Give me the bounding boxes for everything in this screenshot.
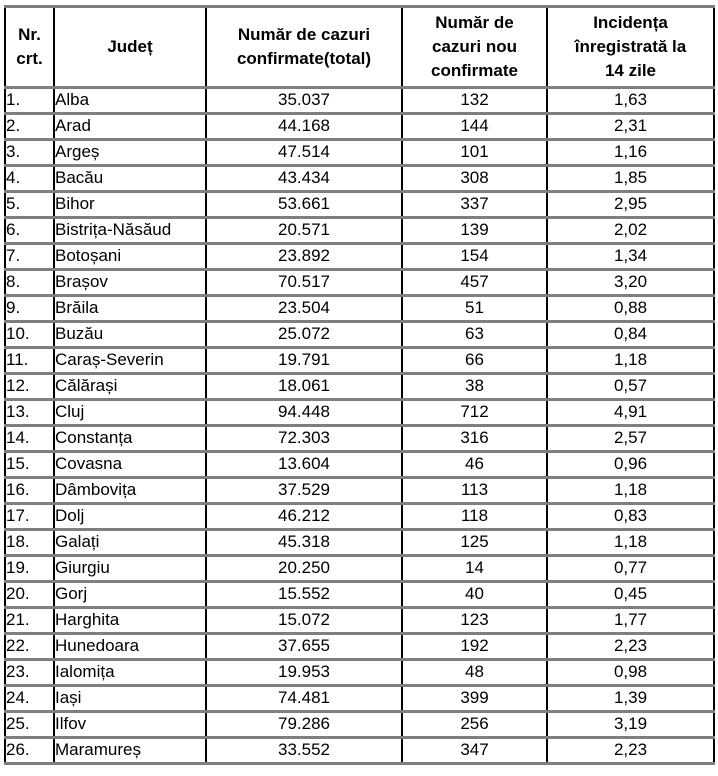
cell-nr-crt: 7.	[5, 244, 54, 270]
cell-nr-crt: 26.	[5, 738, 54, 764]
cell-new-cases: 457	[402, 270, 547, 296]
cell-incidence: 3,20	[547, 270, 714, 296]
cell-nr-crt: 1.	[5, 88, 54, 114]
cell-new-cases: 337	[402, 192, 547, 218]
header-line: cazuri nou	[431, 36, 517, 56]
cell-total-cases: 33.552	[206, 738, 402, 764]
table-row	[5, 218, 714, 244]
cell-incidence: 2,02	[547, 218, 714, 244]
cell-total-cases: 23.504	[206, 296, 402, 322]
column-header-judet	[54, 7, 206, 88]
table-body	[5, 88, 714, 764]
header-line: confirmate	[431, 61, 518, 81]
cell-incidence: 2,23	[547, 738, 714, 764]
cell-judet: Hunedoara	[54, 634, 206, 660]
cell-judet: Harghita	[54, 608, 206, 634]
cell-total-cases: 45.318	[206, 530, 402, 556]
cell-total-cases: 46.212	[206, 504, 402, 530]
cell-total-cases: 72.303	[206, 426, 402, 452]
cell-judet: Buzău	[54, 322, 206, 348]
cell-total-cases: 79.286	[206, 712, 402, 738]
cell-nr-crt: 16.	[5, 478, 54, 504]
cell-judet: Călărași	[54, 374, 206, 400]
cell-new-cases: 14	[402, 556, 547, 582]
table-row	[5, 712, 714, 738]
table-row	[5, 114, 714, 140]
cell-new-cases: 101	[402, 140, 547, 166]
cell-new-cases: 347	[402, 738, 547, 764]
cell-total-cases: 35.037	[206, 88, 402, 114]
header-line: Număr de cazuri	[237, 24, 371, 44]
cell-incidence: 2,57	[547, 426, 714, 452]
cell-judet: Brașov	[54, 270, 206, 296]
header-line: Număr de	[435, 12, 514, 32]
table-row	[5, 270, 714, 296]
table-row	[5, 556, 714, 582]
cell-total-cases: 18.061	[206, 374, 402, 400]
cell-incidence: 1,34	[547, 244, 714, 270]
cell-nr-crt: 17.	[5, 504, 54, 530]
cell-judet: Bacău	[54, 166, 206, 192]
table-row	[5, 452, 714, 478]
column-header-new-cases	[402, 7, 547, 88]
cell-new-cases: 66	[402, 348, 547, 374]
table-row	[5, 140, 714, 166]
header-line: Județ	[107, 36, 153, 56]
cell-incidence: 0,98	[547, 660, 714, 686]
cell-nr-crt: 15.	[5, 452, 54, 478]
cell-judet: Bihor	[54, 192, 206, 218]
cell-nr-crt: 6.	[5, 218, 54, 244]
cell-total-cases: 44.168	[206, 114, 402, 140]
cell-nr-crt: 14.	[5, 426, 54, 452]
cell-new-cases: 154	[402, 244, 547, 270]
table-header	[5, 7, 714, 88]
cell-judet: Cluj	[54, 400, 206, 426]
cell-new-cases: 123	[402, 608, 547, 634]
cell-total-cases: 47.514	[206, 140, 402, 166]
cell-nr-crt: 8.	[5, 270, 54, 296]
cell-nr-crt: 18.	[5, 530, 54, 556]
cell-new-cases: 38	[402, 374, 547, 400]
cell-nr-crt: 20.	[5, 582, 54, 608]
cell-nr-crt: 9.	[5, 296, 54, 322]
cell-incidence: 0,84	[547, 322, 714, 348]
cell-judet: Dolj	[54, 504, 206, 530]
table-row	[5, 504, 714, 530]
cell-incidence: 2,23	[547, 634, 714, 660]
table-row	[5, 400, 714, 426]
table-row	[5, 582, 714, 608]
cell-nr-crt: 23.	[5, 660, 54, 686]
cell-total-cases: 53.661	[206, 192, 402, 218]
cell-judet: Botoșani	[54, 244, 206, 270]
cell-nr-crt: 24.	[5, 686, 54, 712]
cell-incidence: 1,18	[547, 348, 714, 374]
cell-new-cases: 256	[402, 712, 547, 738]
cell-new-cases: 46	[402, 452, 547, 478]
cell-total-cases: 20.571	[206, 218, 402, 244]
cell-judet: Alba	[54, 88, 206, 114]
cell-nr-crt: 2.	[5, 114, 54, 140]
header-line: 14 zile	[604, 61, 657, 81]
cell-nr-crt: 11.	[5, 348, 54, 374]
cell-nr-crt: 21.	[5, 608, 54, 634]
cell-incidence: 1,16	[547, 140, 714, 166]
cell-incidence: 1,18	[547, 478, 714, 504]
cell-new-cases: 118	[402, 504, 547, 530]
table-row	[5, 530, 714, 556]
cell-new-cases: 399	[402, 686, 547, 712]
cell-judet: Gorj	[54, 582, 206, 608]
cell-judet: Constanța	[54, 426, 206, 452]
table-row	[5, 660, 714, 686]
cell-judet: Bistrița-Năsăud	[54, 218, 206, 244]
cell-judet: Covasna	[54, 452, 206, 478]
cell-total-cases: 70.517	[206, 270, 402, 296]
cell-incidence: 2,31	[547, 114, 714, 140]
cell-incidence: 0,57	[547, 374, 714, 400]
cell-incidence: 1,18	[547, 530, 714, 556]
cell-judet: Ilfov	[54, 712, 206, 738]
cell-total-cases: 25.072	[206, 322, 402, 348]
table-row	[5, 686, 714, 712]
table-row	[5, 192, 714, 218]
cell-new-cases: 63	[402, 322, 547, 348]
header-line: Incidența	[593, 12, 668, 32]
cell-total-cases: 19.791	[206, 348, 402, 374]
table-row	[5, 244, 714, 270]
cell-nr-crt: 25.	[5, 712, 54, 738]
cell-new-cases: 125	[402, 530, 547, 556]
table-row	[5, 478, 714, 504]
cell-nr-crt: 19.	[5, 556, 54, 582]
cell-incidence: 0,96	[547, 452, 714, 478]
column-header-total-cases	[206, 7, 402, 88]
cell-nr-crt: 13.	[5, 400, 54, 426]
cell-judet: Giurgiu	[54, 556, 206, 582]
cell-judet: Caraș-Severin	[54, 348, 206, 374]
table-row	[5, 348, 714, 374]
cell-total-cases: 37.655	[206, 634, 402, 660]
cell-total-cases: 15.072	[206, 608, 402, 634]
cell-new-cases: 712	[402, 400, 547, 426]
cell-total-cases: 43.434	[206, 166, 402, 192]
cell-incidence: 4,91	[547, 400, 714, 426]
header-line: înregistrată la	[574, 36, 687, 56]
header-line: crt.	[16, 49, 43, 68]
cell-judet: Maramureș	[54, 738, 206, 764]
cell-new-cases: 40	[402, 582, 547, 608]
cell-new-cases: 316	[402, 426, 547, 452]
cell-nr-crt: 5.	[5, 192, 54, 218]
cell-incidence: 0,45	[547, 582, 714, 608]
cell-total-cases: 74.481	[206, 686, 402, 712]
cell-judet: Iași	[54, 686, 206, 712]
table-row	[5, 608, 714, 634]
cell-total-cases: 94.448	[206, 400, 402, 426]
covid-cases-table	[4, 5, 715, 765]
cell-total-cases: 20.250	[206, 556, 402, 582]
cell-incidence: 0,88	[547, 296, 714, 322]
cell-nr-crt: 12.	[5, 374, 54, 400]
cell-nr-crt: 10.	[5, 322, 54, 348]
cell-incidence: 0,83	[547, 504, 714, 530]
cell-judet: Arad	[54, 114, 206, 140]
header-line: Nr.	[18, 24, 41, 44]
cell-new-cases: 308	[402, 166, 547, 192]
cell-new-cases: 192	[402, 634, 547, 660]
cell-new-cases: 144	[402, 114, 547, 140]
cell-total-cases: 13.604	[206, 452, 402, 478]
cell-new-cases: 132	[402, 88, 547, 114]
cell-judet: Galați	[54, 530, 206, 556]
cell-incidence: 1,85	[547, 166, 714, 192]
table-container	[4, 5, 713, 765]
cell-total-cases: 19.953	[206, 660, 402, 686]
cell-nr-crt: 22.	[5, 634, 54, 660]
table-row	[5, 634, 714, 660]
table-row	[5, 166, 714, 192]
table-row	[5, 738, 714, 764]
table-row	[5, 374, 714, 400]
cell-nr-crt: 4.	[5, 166, 54, 192]
cell-judet: Argeș	[54, 140, 206, 166]
cell-incidence: 1,77	[547, 608, 714, 634]
table-row	[5, 296, 714, 322]
cell-total-cases: 15.552	[206, 582, 402, 608]
cell-incidence: 2,95	[547, 192, 714, 218]
column-header-nr-crt	[5, 7, 54, 88]
cell-nr-crt: 3.	[5, 140, 54, 166]
cell-judet: Ialomița	[54, 660, 206, 686]
table-row	[5, 88, 714, 114]
cell-judet: Dâmbovița	[54, 478, 206, 504]
cell-new-cases: 48	[402, 660, 547, 686]
header-line: confirmate(total)	[236, 49, 372, 68]
cell-incidence: 1,63	[547, 88, 714, 114]
table-row	[5, 426, 714, 452]
cell-incidence: 3,19	[547, 712, 714, 738]
cell-new-cases: 51	[402, 296, 547, 322]
column-header-incidence	[547, 7, 714, 88]
cell-total-cases: 37.529	[206, 478, 402, 504]
header-row	[5, 7, 714, 88]
cell-new-cases: 113	[402, 478, 547, 504]
cell-total-cases: 23.892	[206, 244, 402, 270]
cell-incidence: 1,39	[547, 686, 714, 712]
cell-judet: Brăila	[54, 296, 206, 322]
cell-incidence: 0,77	[547, 556, 714, 582]
cell-new-cases: 139	[402, 218, 547, 244]
table-row	[5, 322, 714, 348]
